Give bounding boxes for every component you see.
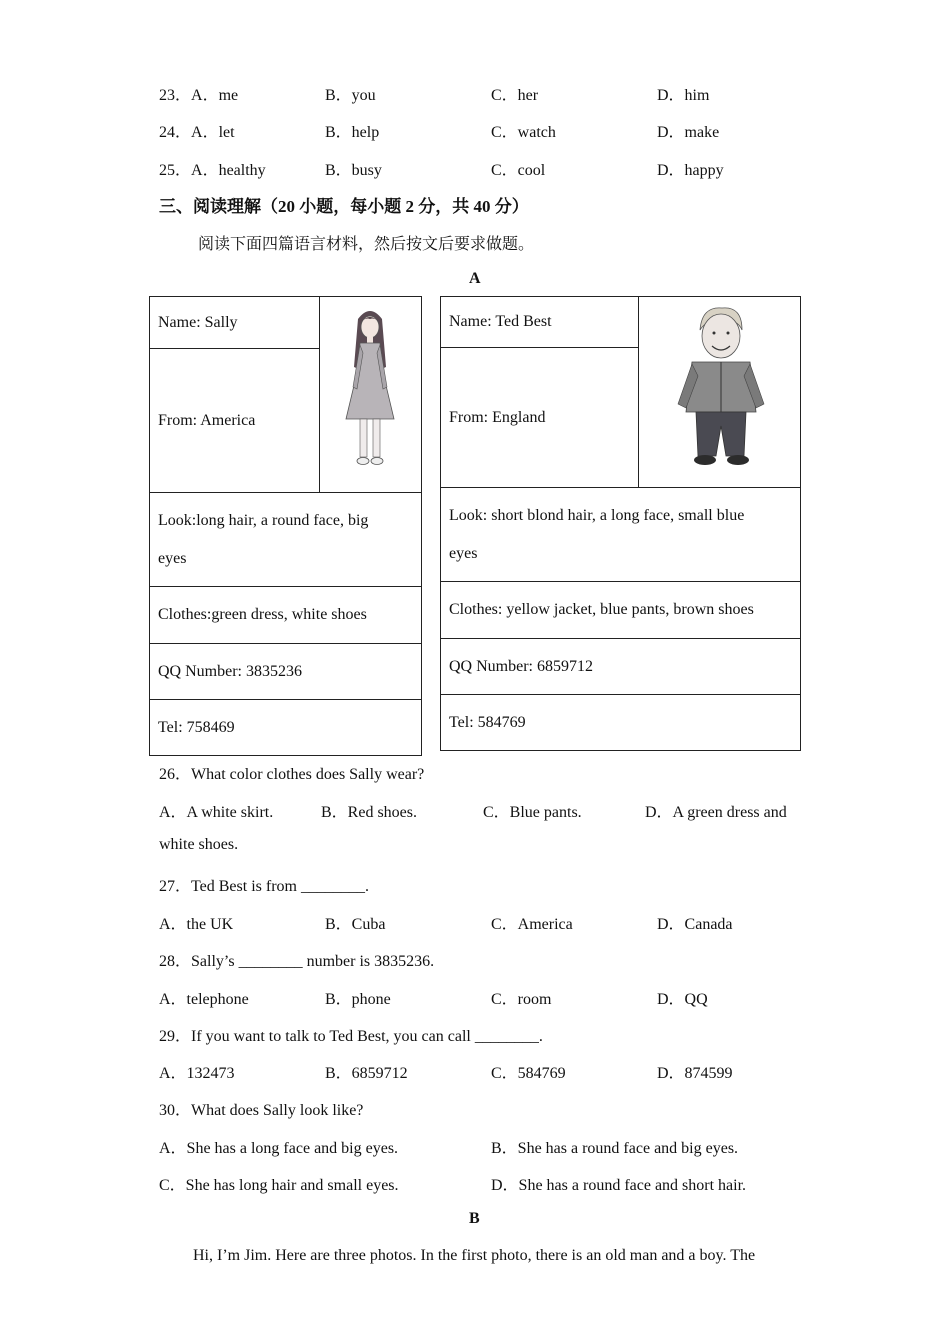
ted-clothes: Clothes: yellow jacket, blue pants, brown shoes (441, 582, 801, 639)
sally-tel: Tel: 758469 (150, 700, 422, 756)
q24-option-b: B．help (325, 124, 380, 141)
q28-option-c: C．room (491, 991, 552, 1008)
q24-option-d: D．make (657, 124, 720, 141)
boy-figure-icon (660, 300, 780, 480)
section-instruction: 阅读下面四篇语言材料，然后按文后要求做题。 (198, 236, 535, 253)
q25-option-d: D．happy (657, 162, 724, 179)
sally-name: Name: Sally (150, 297, 320, 349)
q26-option-c: C．Blue pants. (483, 804, 582, 821)
passage-b-label: B (469, 1210, 480, 1227)
q28-option-b: B．phone (325, 991, 391, 1008)
q25-option-a: 25．A．healthy (159, 162, 266, 179)
q24-option-a: 24．A．let (159, 124, 235, 141)
q23-option-a: 23．A．me (159, 87, 239, 104)
sally-qq: QQ Number: 3835236 (150, 644, 422, 700)
ted-tel: Tel: 584769 (441, 695, 801, 751)
q29-stem: 29．If you want to talk to Ted Best, you can call ________. (159, 1028, 543, 1045)
q23-option-b: B．you (325, 87, 376, 104)
q29-option-c: C．584769 (491, 1065, 566, 1082)
q25-option-b: B．busy (325, 162, 382, 179)
q23-option-d: D．him (657, 87, 710, 104)
q24-option-c: C．watch (491, 124, 556, 141)
q30-option-b: B．She has a round face and big eyes. (491, 1140, 739, 1157)
q27-stem: 27．Ted Best is from ________. (159, 878, 369, 895)
ted-qq: QQ Number: 6859712 (441, 639, 801, 695)
ted-look: Look: short blond hair, a long face, small blue eyes (441, 488, 801, 582)
ted-profile-table (440, 296, 801, 751)
q27-option-b: B．Cuba (325, 916, 386, 933)
ted-name: Name: Ted Best (441, 297, 639, 348)
q23-option-c: C．her (491, 87, 539, 104)
q27-option-c: C．America (491, 916, 573, 933)
q26-option-a: A．A white skirt. (159, 804, 274, 821)
q29-option-a: A．132473 (159, 1065, 235, 1082)
q27-option-d: D．Canada (657, 916, 733, 933)
ted-from: From: England (441, 348, 639, 488)
passage-b-text: Hi, I’m Jim. Here are three photos. In the first photo, there is an old man and a boy. The (193, 1247, 756, 1264)
q30-option-d: D．She has a round face and short hair. (491, 1177, 747, 1194)
q25-option-c: C．cool (491, 162, 546, 179)
girl-figure-icon (320, 297, 420, 487)
q28-option-d: D．QQ (657, 991, 708, 1008)
q26-option-d: D．A green dress and (645, 804, 787, 821)
q27-option-a: A．the UK (159, 916, 234, 933)
q26-option-b: B．Red shoes. (321, 804, 418, 821)
q29-option-b: B．6859712 (325, 1065, 408, 1082)
q30-stem: 30．What does Sally look like? (159, 1102, 364, 1119)
q26-option-d-continued: white shoes. (159, 836, 239, 853)
section-title: 三、阅读理解（20 小题，每小题 2 分，共 40 分） (159, 197, 529, 216)
q29-option-d: D．874599 (657, 1065, 733, 1082)
sally-from: From: America (150, 349, 320, 493)
q30-option-c: C．She has long hair and small eyes. (159, 1177, 399, 1194)
q28-option-a: A．telephone (159, 991, 249, 1008)
sally-picture (319, 297, 421, 493)
q28-stem: 28．Sally’s ________ number is 3835236. (159, 953, 435, 970)
sally-profile-table (149, 296, 422, 756)
sally-clothes: Clothes:green dress, white shoes (150, 587, 422, 644)
passage-a-label: A (469, 270, 481, 287)
q26-stem: 26．What color clothes does Sally wear? (159, 766, 425, 783)
q30-option-a: A．She has a long face and big eyes. (159, 1140, 399, 1157)
sally-look: Look:long hair, a round face, big eyes (150, 493, 422, 587)
ted-picture (639, 297, 801, 488)
